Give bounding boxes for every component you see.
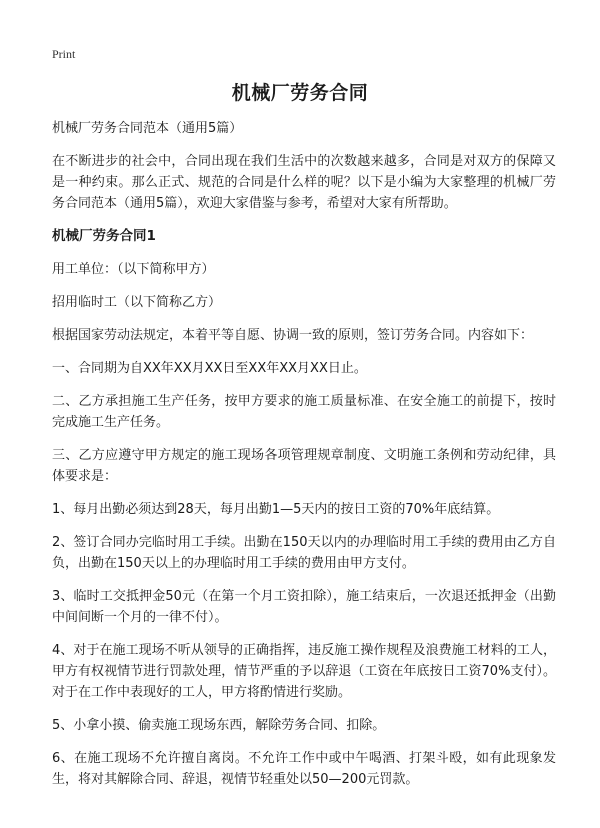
document-body [52,118,556,802]
clause-paragraph: 4、对于在施工现场不听从领导的正确指挥，违反施工操作规程及浪费施工材料的工人，甲方有权视情节进行罚款处理，情节严重的予以辞退（工资在年底按日工资70%支付）。对于在工作中表现好的工人，甲方将酌情进行奖励。 [52,643,556,700]
print-label[interactable]: Print [52,47,76,61]
intro-paragraph: 在不断进步的社会中，合同出现在我们生活中的次数越来越多，合同是对双方的保障又是一种约束。那么正式、规范的合同是什么样的呢？以下是小编为大家整理的机械厂劳务合同范本（通用5篇），欢迎大家借鉴与参考，希望对大家有所帮助。 [52,154,556,211]
employer-line: 用工单位：（以下简称甲方） [52,262,215,277]
clause-paragraph: 1、每月出勤必须达到28天，每月出勤1—5天内的按日工资的70%年底结算。 [52,502,500,517]
preamble-paragraph: 根据国家劳动法规定，本着平等自愿、协调一致的原则，签订劳务合同。内容如下： [52,328,534,343]
clause-paragraph: 6、在施工现场不允许擅自离岗。不允许工作中或中午喝酒、打架斗殴，如有此现象发生，将对其解除合同、辞退，视情节轻重处以50—200元罚款。 [52,751,556,787]
clause-paragraph: 二、乙方承担施工生产任务，按甲方要求的施工质量标准、在安全施工的前提下，按时完成施工生产任务。 [52,394,556,430]
worker-line: 招用临时工（以下简称乙方） [52,295,222,310]
section-heading: 机械厂劳务合同1 [52,228,156,244]
clause-paragraph: 2、签订合同办完临时用工手续。出勤在150天以内的办理临时用工手续的费用由乙方自负，出勤在150天以上的办理临时用工手续的费用由甲方支付。 [52,535,556,571]
clause-paragraph: 3、临时工交抵押金50元（在第一个月工资扣除），施工结束后，一次退还抵押金（出勤中间间断一个月的一律不付）。 [52,589,556,625]
clause-paragraph: 一、合同期为自XX年XX月XX日至XX年XX月XX日止。 [52,361,367,376]
document-subtitle: 机械厂劳务合同范本（通用5篇） [52,121,243,136]
document-title: 机械厂劳务合同 [231,82,369,104]
clause-paragraph: 5、小拿小摸、偷卖施工现场东西，解除劳务合同、扣除。 [52,718,386,733]
clause-paragraph: 三、乙方应遵守甲方规定的施工现场各项管理规章制度、文明施工条例和劳动纪律，具体要求是： [52,448,556,484]
